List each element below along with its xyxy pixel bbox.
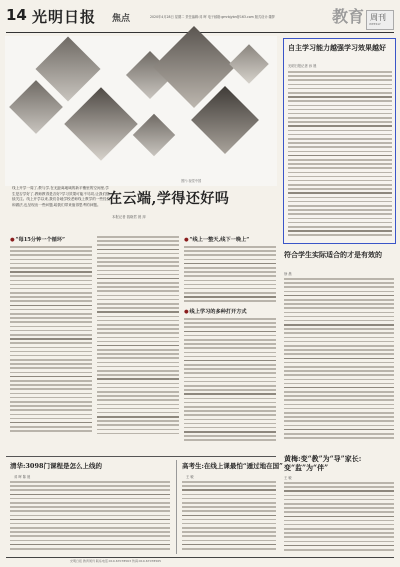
subhead-1 <box>10 236 65 243</box>
bottom-section-rule <box>6 456 276 457</box>
subhead-2 <box>184 236 249 243</box>
lead-photo <box>5 36 277 186</box>
bottom-right-text <box>182 481 276 552</box>
right-article-3-title: 黄梅:变“教”为“导”家长:变“监”为“伴” <box>284 454 362 472</box>
right-feature-byline: 光明日报记者 孙 晨 <box>288 64 317 68</box>
bottom-right-byline: 王 敏 <box>186 475 194 479</box>
subhead-marker-icon: ● <box>10 237 15 243</box>
masthead <box>6 4 394 34</box>
column-2-text <box>97 236 179 437</box>
right-feature-box <box>283 38 396 244</box>
page-number: 14 <box>6 6 27 24</box>
subhead-marker-icon: ● <box>184 309 189 315</box>
masthead-info: 2020年4月28日 星期二 责任编辑:邓 晖 电子邮箱:gmrbjybn@163.com 版式设计:董梦 <box>150 15 275 19</box>
weekly-sub-label: WEEKLY <box>369 22 381 26</box>
subhead-3 <box>184 308 247 315</box>
subhead-marker-icon: ● <box>184 237 189 243</box>
main-headline: 在云端,学得还好吗 <box>108 191 230 207</box>
photo-credit: 图片:视觉中国 <box>181 179 202 183</box>
column-1-text <box>10 246 92 434</box>
right-article-3-text <box>284 482 394 553</box>
weekly-label: 周刊 <box>370 13 386 22</box>
right-feature-text <box>288 71 392 239</box>
channel-label: 教育 <box>331 7 364 26</box>
bottom-left-text <box>10 481 170 552</box>
section-label: 焦点 <box>112 14 131 24</box>
right-article-2-byline: 徐 晨 <box>284 272 292 276</box>
bottom-left-title: 清华:3098门课程是怎么上线的 <box>10 462 102 470</box>
bottom-divider <box>176 460 177 554</box>
newspaper-logo: 光明日报 <box>32 8 97 26</box>
footer-rule <box>6 557 394 558</box>
lead-paragraph: 线上开学一周了,教与学,在无距离地域的新平衡里的空间里,学生是否学好了,教师教得是否好?学习效果可能不尽同,让我们继续关注。线上开学以来,我们各地学校老师线上教学的一些经验和做法,也呈现出一些问题,给我们带来值得思考的问题。 <box>12 186 111 207</box>
column-3b-text <box>184 318 276 444</box>
right-feature-title: 自主学习能力越强学习效果越好 <box>288 43 386 52</box>
right-article-2-title: 符合学生实际适合的才是有效的 <box>284 250 382 259</box>
subhead-2-text: “线上一整天,线下一晚上” <box>189 237 250 243</box>
right-article-3-byline: 王 敏 <box>284 476 292 480</box>
main-byline: 本报记者 钱晓君 晨 萍 <box>112 215 146 219</box>
right-article-2-text <box>284 278 394 441</box>
bottom-left-byline: 邓 晖 陈 晨 <box>14 475 31 479</box>
subhead-3-text: 线上学习的多种打开方式 <box>189 309 247 315</box>
weekly-badge <box>366 10 394 30</box>
bottom-right-title: 高考生:在线上课最怕“遁过地在国” <box>182 462 283 470</box>
column-3a-text <box>184 246 276 305</box>
footer-info: 光明日报 教育周刊 联系电话:010-67078563 传真:010-67078565 <box>70 559 162 563</box>
subhead-1-text: “每15分钟一个循环” <box>15 237 66 243</box>
